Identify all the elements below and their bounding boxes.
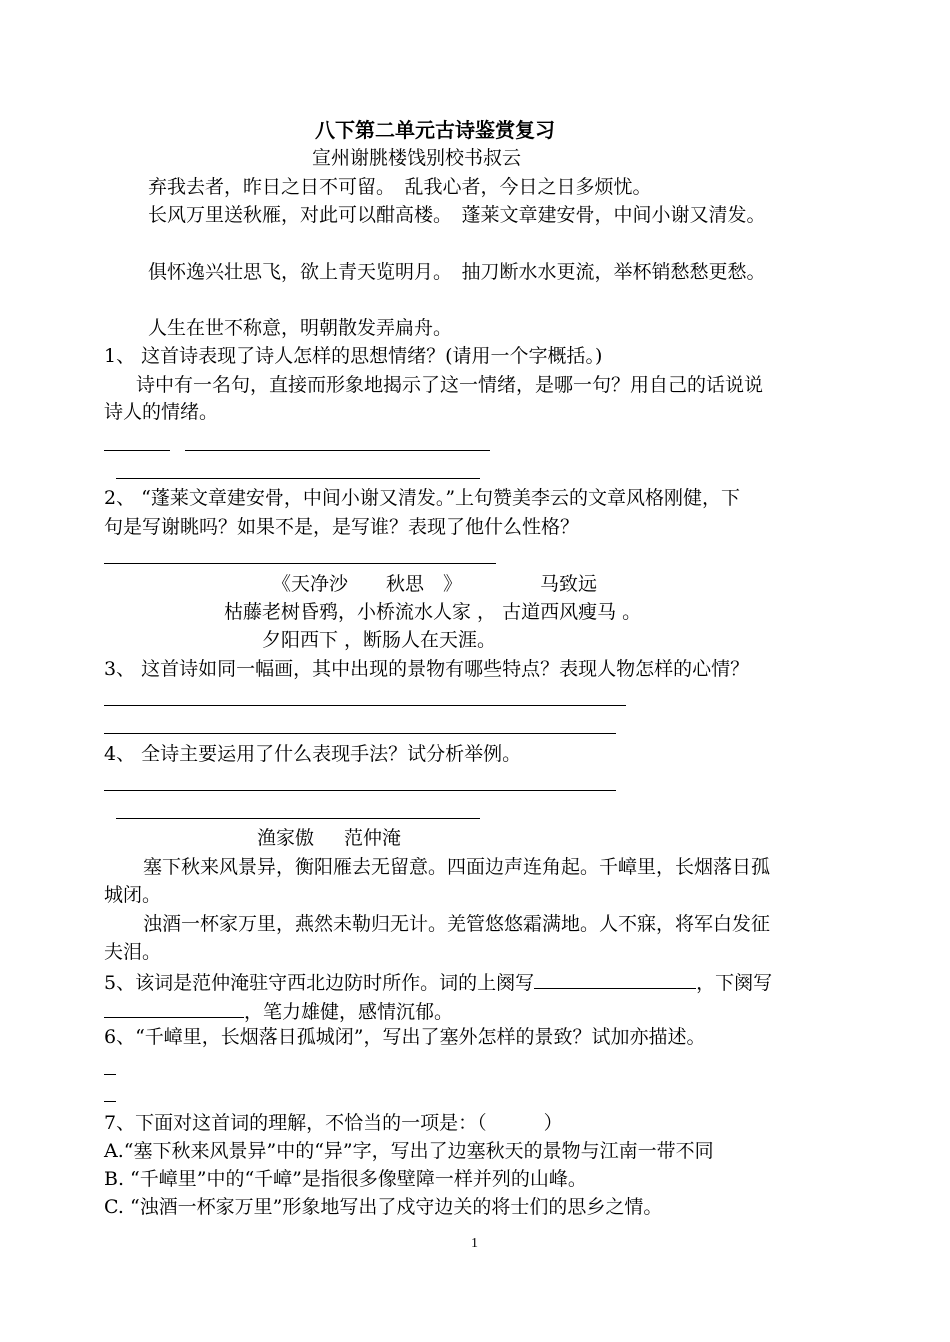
blank-field[interactable] <box>534 968 696 989</box>
question-3: 3、 这首诗如同一幅画，其中出现的景物有哪些特点？表现人物怎样的心情？ <box>104 658 750 680</box>
option-a: A.“塞下秋来风景异”中的“异”字，写出了边塞秋天的景物与江南一带不同 <box>104 1140 714 1162</box>
question-5-part3: ，笔力雄健，感情沉郁。 <box>244 1001 454 1023</box>
poem2-line: 夕阳西下 ，断肠人在天涯。 <box>262 629 497 651</box>
question-1: 1、 这首诗表现了诗人怎样的思想情绪？(请用一个字概括。) <box>104 345 603 367</box>
answer-line[interactable] <box>104 450 170 451</box>
answer-line[interactable] <box>104 563 496 564</box>
answer-line[interactable] <box>104 1074 116 1075</box>
question-5-cont <box>104 997 453 1024</box>
question-2: 2、 “蓬莱文章建安骨，中间小谢又清发。”上句赞美李云的文章风格刚健，下 <box>104 487 741 509</box>
question-1-text: 诗人的情绪。 <box>104 401 219 423</box>
poem2-author: 马致远 <box>540 573 598 595</box>
question-5-part2: ，下阕写 <box>696 972 773 994</box>
poem3-line: 城闭。 <box>104 884 162 906</box>
poem1-line: 长风万里送秋雁，对此可以酣高楼。 蓬莱文章建安骨，中间小谢又清发。 <box>148 204 766 226</box>
question-1-text: 诗中有一名句，直接而形象地揭示了这一情绪，是哪一句？用自己的话说说 <box>136 374 764 396</box>
poem3-line: 浊酒一杯家万里，燕然未勒归无计。羌管悠悠霜满地。人不寐，将军白发征 <box>143 913 771 935</box>
question-5 <box>104 968 772 995</box>
page-number: 1 <box>471 1236 478 1251</box>
poem1-line: 人生在世不称意，明朝散发弄扁舟。 <box>148 317 453 339</box>
answer-line[interactable] <box>185 450 490 451</box>
question-2-text: 句是写谢眺吗？如果不是，是写谁？表现了他什么性格？ <box>104 516 580 538</box>
question-6: 6、“千嶂里，长烟落日孤城闭”，写出了塞外怎样的景致？试加亦描述。 <box>104 1026 706 1048</box>
answer-line[interactable] <box>104 733 616 734</box>
answer-line[interactable] <box>104 790 616 791</box>
option-b: B. “千嶂里”中的“千嶂”是指很多像壁障一样并列的山峰。 <box>104 1168 587 1190</box>
poem1-title: 宣州谢朓楼饯别校书叔云 <box>312 147 522 169</box>
answer-line[interactable] <box>104 1101 116 1102</box>
poem1-line: 俱怀逸兴壮思飞，欲上青天览明月。 抽刀断水水更流，举杯销愁愁更愁。 <box>148 261 766 283</box>
poem2-title: 《天净沙 秋思 》 <box>272 573 463 595</box>
poem3-title: 渔家傲 <box>257 827 315 849</box>
poem3-author: 范仲淹 <box>344 827 402 849</box>
answer-line[interactable] <box>116 478 480 479</box>
blank-field[interactable] <box>104 997 244 1018</box>
answer-line[interactable] <box>116 818 480 819</box>
question-5-part1: 5、该词是范仲淹驻守西北边防时所作。词的上阕写 <box>104 972 535 994</box>
option-c: C. “浊酒一杯家万里”形象地写出了戍守边关的将士们的思乡之情。 <box>104 1196 663 1218</box>
question-4: 4、 全诗主要运用了什么表现手法？试分析举例。 <box>104 743 522 765</box>
page-title: 八下第二单元古诗鉴赏复习 <box>315 118 555 142</box>
answer-line[interactable] <box>104 705 626 706</box>
poem1-line: 弃我去者，昨日之日不可留。 乱我心者，今日之日多烦忧。 <box>148 176 652 198</box>
poem3-line: 夫泪。 <box>104 941 162 963</box>
poem3-line: 塞下秋来风景异，衡阳雁去无留意。四面边声连角起。千嶂里，长烟落日孤 <box>143 856 771 878</box>
question-7: 7、下面对这首词的理解，不恰当的一项是：（ ） <box>104 1112 563 1134</box>
poem2-line: 枯藤老树昏鸦，小桥流水人家 ， 古道西风瘦马 。 <box>224 601 642 623</box>
